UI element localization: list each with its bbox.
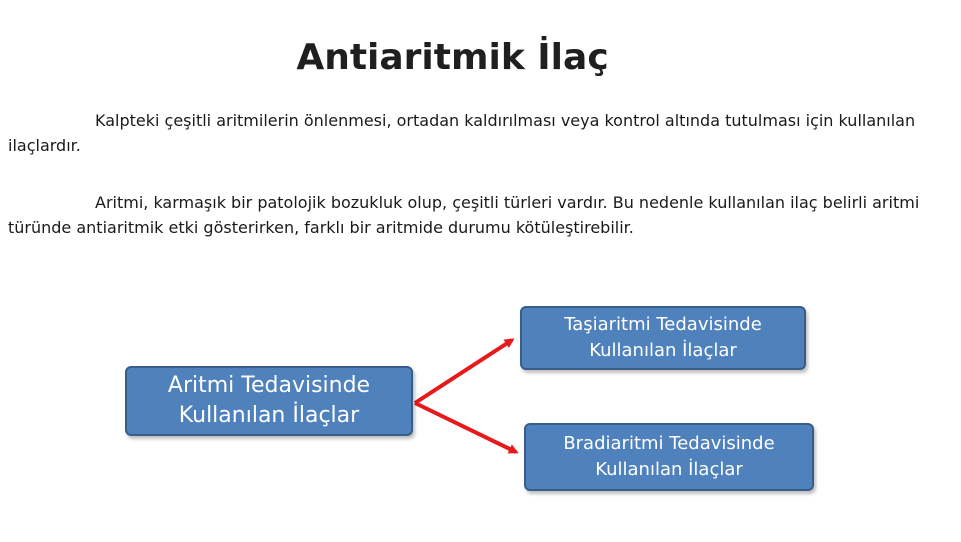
arrow-to-taki — [415, 340, 512, 403]
taki-box-line1: Taşiaritmi Tedavisinde — [564, 314, 762, 335]
bradi-box-line2: Kullanılan İlaçlar — [595, 459, 743, 480]
definition-paragraph: Kalpteki çeşitli aritmilerin önlenmesi, ortadan kaldırılması veya kontrol altında tutulması için kullanılan ilaçlardır. — [8, 111, 916, 155]
arrow-to-bradi — [415, 403, 516, 452]
description-paragraph: Aritmi, karmaşık bir patolojik bozukluk olup, çeşitli türleri vardır. Bu nedenle kullanılan ilaç belirli aritmi türünde antiaritmik etki gösterirken, farklı bir aritmide durumu kötüleştirebilir. — [8, 193, 920, 237]
main-box-line1: Aritmi Tedavisinde — [167, 373, 371, 398]
main-box-line2: Kullanılan İlaçlar — [178, 403, 360, 428]
bradi-box-line1: Bradiaritmi Tedavisinde — [563, 433, 775, 454]
taki-box-line2: Kullanılan İlaçlar — [589, 340, 737, 361]
bradyarrhythmia-box — [524, 423, 814, 491]
page-title: Antiaritmik İlaç — [296, 37, 609, 78]
main-drug-box — [125, 366, 413, 436]
tachyarrhythmia-box — [520, 306, 806, 370]
